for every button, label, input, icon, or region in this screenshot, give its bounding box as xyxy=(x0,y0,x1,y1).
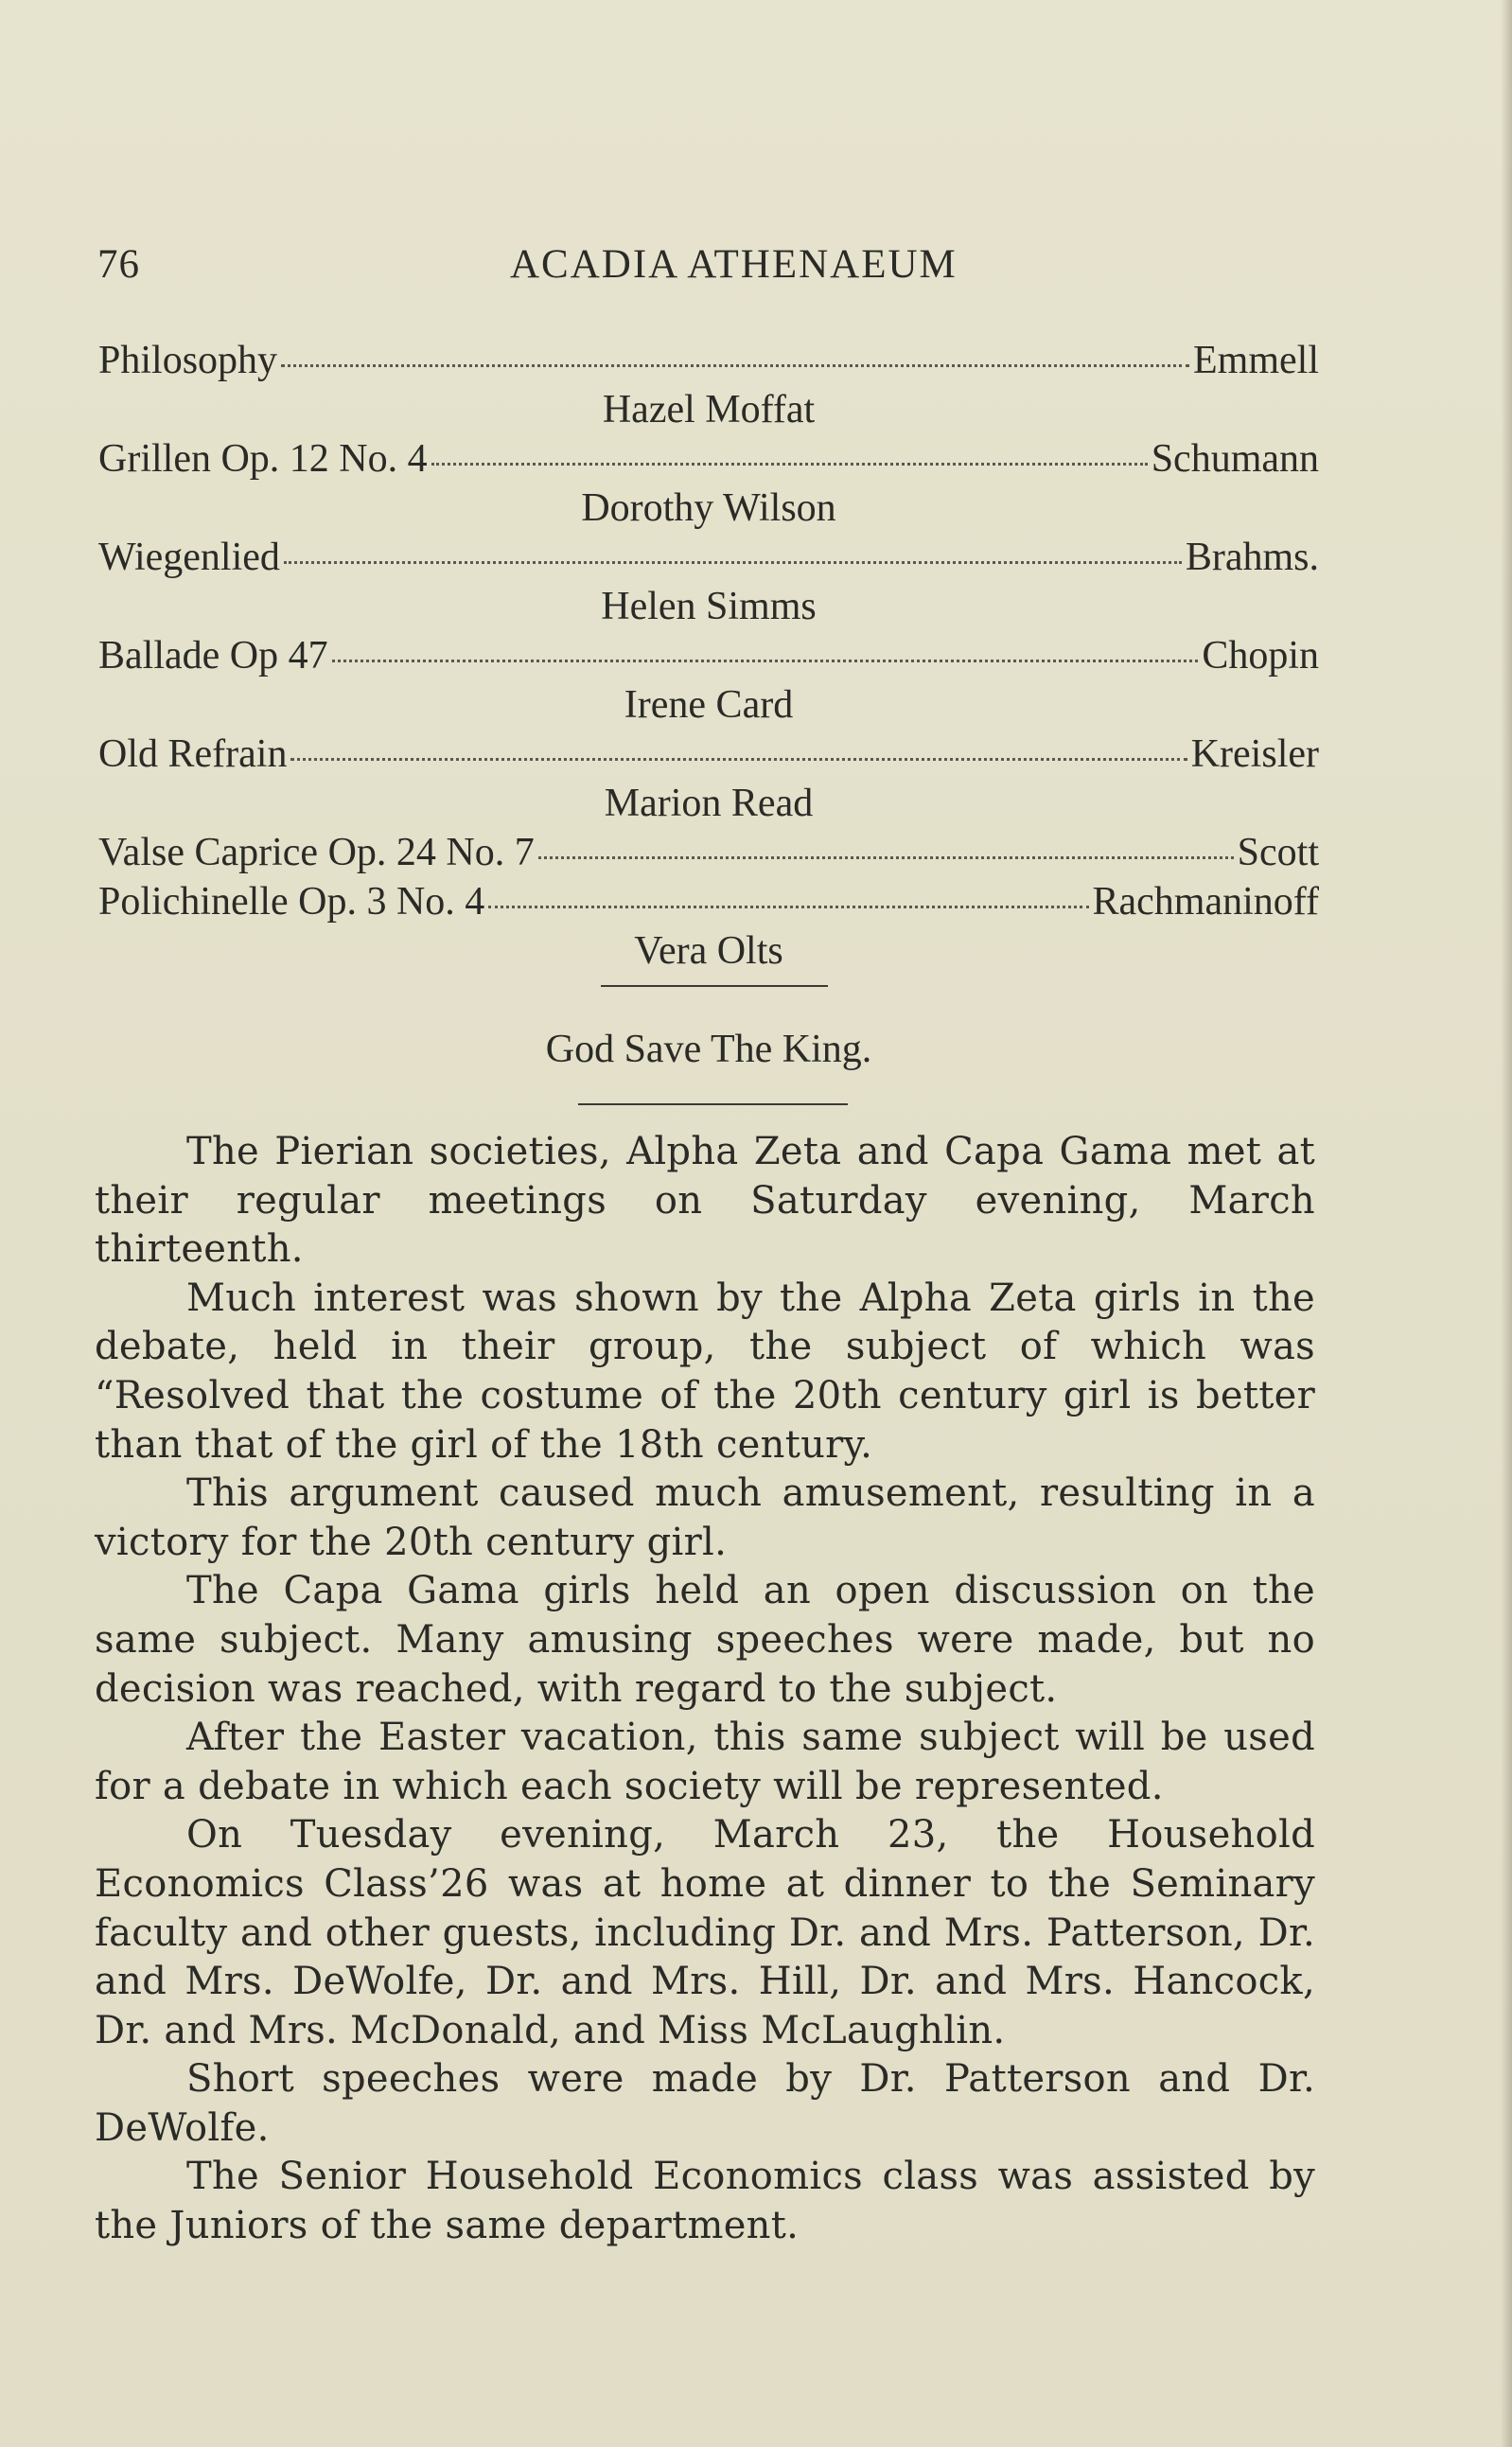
program-composer: Schumann xyxy=(1151,437,1319,481)
dot-leader xyxy=(290,758,1187,761)
program-entry xyxy=(98,434,1319,484)
article-body xyxy=(95,1128,1315,2251)
paragraph: The Senior Household Economics class was assisted by the Juniors of the same department. xyxy=(95,2155,1315,2248)
dot-leader xyxy=(431,463,1148,466)
page-header xyxy=(97,241,1327,298)
program-piece-title: Grillen Op. 12 No. 4 xyxy=(98,437,428,481)
program-entry xyxy=(98,828,1319,877)
program-piece-title: Ballade Op 47 xyxy=(98,634,328,678)
divider-rule xyxy=(578,1103,848,1105)
page-number: 76 xyxy=(97,242,140,287)
program-piece-title: Valse Caprice Op. 24 No. 7 xyxy=(98,831,535,874)
program-piece-title: Polichinelle Op. 3 No. 4 xyxy=(98,880,485,924)
paragraph: On Tuesday evening, March 23, the Household Economics Class’26 was at home at dinner to the Seminary faculty and other guests, including Dr. and Mrs. Patterson, Dr. and Mrs. DeWolfe, Dr. and Mrs. Hill, Dr. and Mrs. Hancock, Dr. and Mrs. McDonald, and Miss McLaughlin. xyxy=(95,1813,1315,2052)
program-performer: Marion Read xyxy=(604,782,814,825)
dot-leader xyxy=(488,906,1088,908)
paragraph: Much interest was shown by the Alpha Zeta girls in the debate, held in their group, the subject of which was “Resolved that the costume of the 20th century girl is better than that of the girl of the 18th century. xyxy=(95,1276,1315,1467)
program-composer: Emmell xyxy=(1193,339,1319,382)
paragraph: The Capa Gama girls held an open discussion on the same subject. Many amusing speeches were made, but no decision was reached, with regard to the subject. xyxy=(95,1569,1315,1711)
paragraph: This argument caused much amusement, resulting in a victory for the 20th century girl. xyxy=(95,1471,1315,1564)
program-performer: Hazel Moffat xyxy=(602,388,816,431)
program-performer: Irene Card xyxy=(624,683,794,727)
program-composer: Brahms. xyxy=(1185,536,1319,579)
paragraph: Short speeches were made by Dr. Patterson and Dr. DeWolfe. xyxy=(95,2057,1315,2150)
paragraph: The Pierian societies, Alpha Zeta and Capa Gama met at their regular meetings on Saturday evening, March thirteenth. xyxy=(95,1130,1315,1272)
paragraph: After the Easter vacation, this same subject will be used for a debate in which each society will be represented. xyxy=(95,1716,1315,1808)
dot-leader xyxy=(538,856,1234,859)
program-entry xyxy=(98,533,1319,582)
program-performer: Dorothy Wilson xyxy=(581,486,836,530)
program-entry xyxy=(98,631,1319,680)
program-performer: Vera Olts xyxy=(634,929,783,973)
program-piece-title: Philosophy xyxy=(98,339,278,382)
program-composer: Scott xyxy=(1237,831,1319,874)
dot-leader xyxy=(281,364,1189,367)
page-edge-shadow xyxy=(1501,0,1512,2447)
program-composer: Chopin xyxy=(1202,634,1319,678)
divider-rule xyxy=(601,985,828,987)
dot-leader xyxy=(284,561,1182,564)
program-composer: Rachmaninoff xyxy=(1092,880,1319,924)
concert-program xyxy=(98,336,1319,987)
dot-leader xyxy=(332,660,1199,662)
program-entry xyxy=(98,877,1319,926)
program-performer: Helen Simms xyxy=(601,585,817,628)
anthem-line: God Save The King. xyxy=(545,1028,872,1071)
program-piece-title: Old Refrain xyxy=(98,732,288,776)
program-composer: Kreisler xyxy=(1190,732,1319,776)
program-piece-title: Wiegenlied xyxy=(98,536,280,579)
program-entry xyxy=(98,336,1319,385)
running-title: ACADIA ATHENAEUM xyxy=(510,242,958,287)
program-entry xyxy=(98,730,1319,779)
